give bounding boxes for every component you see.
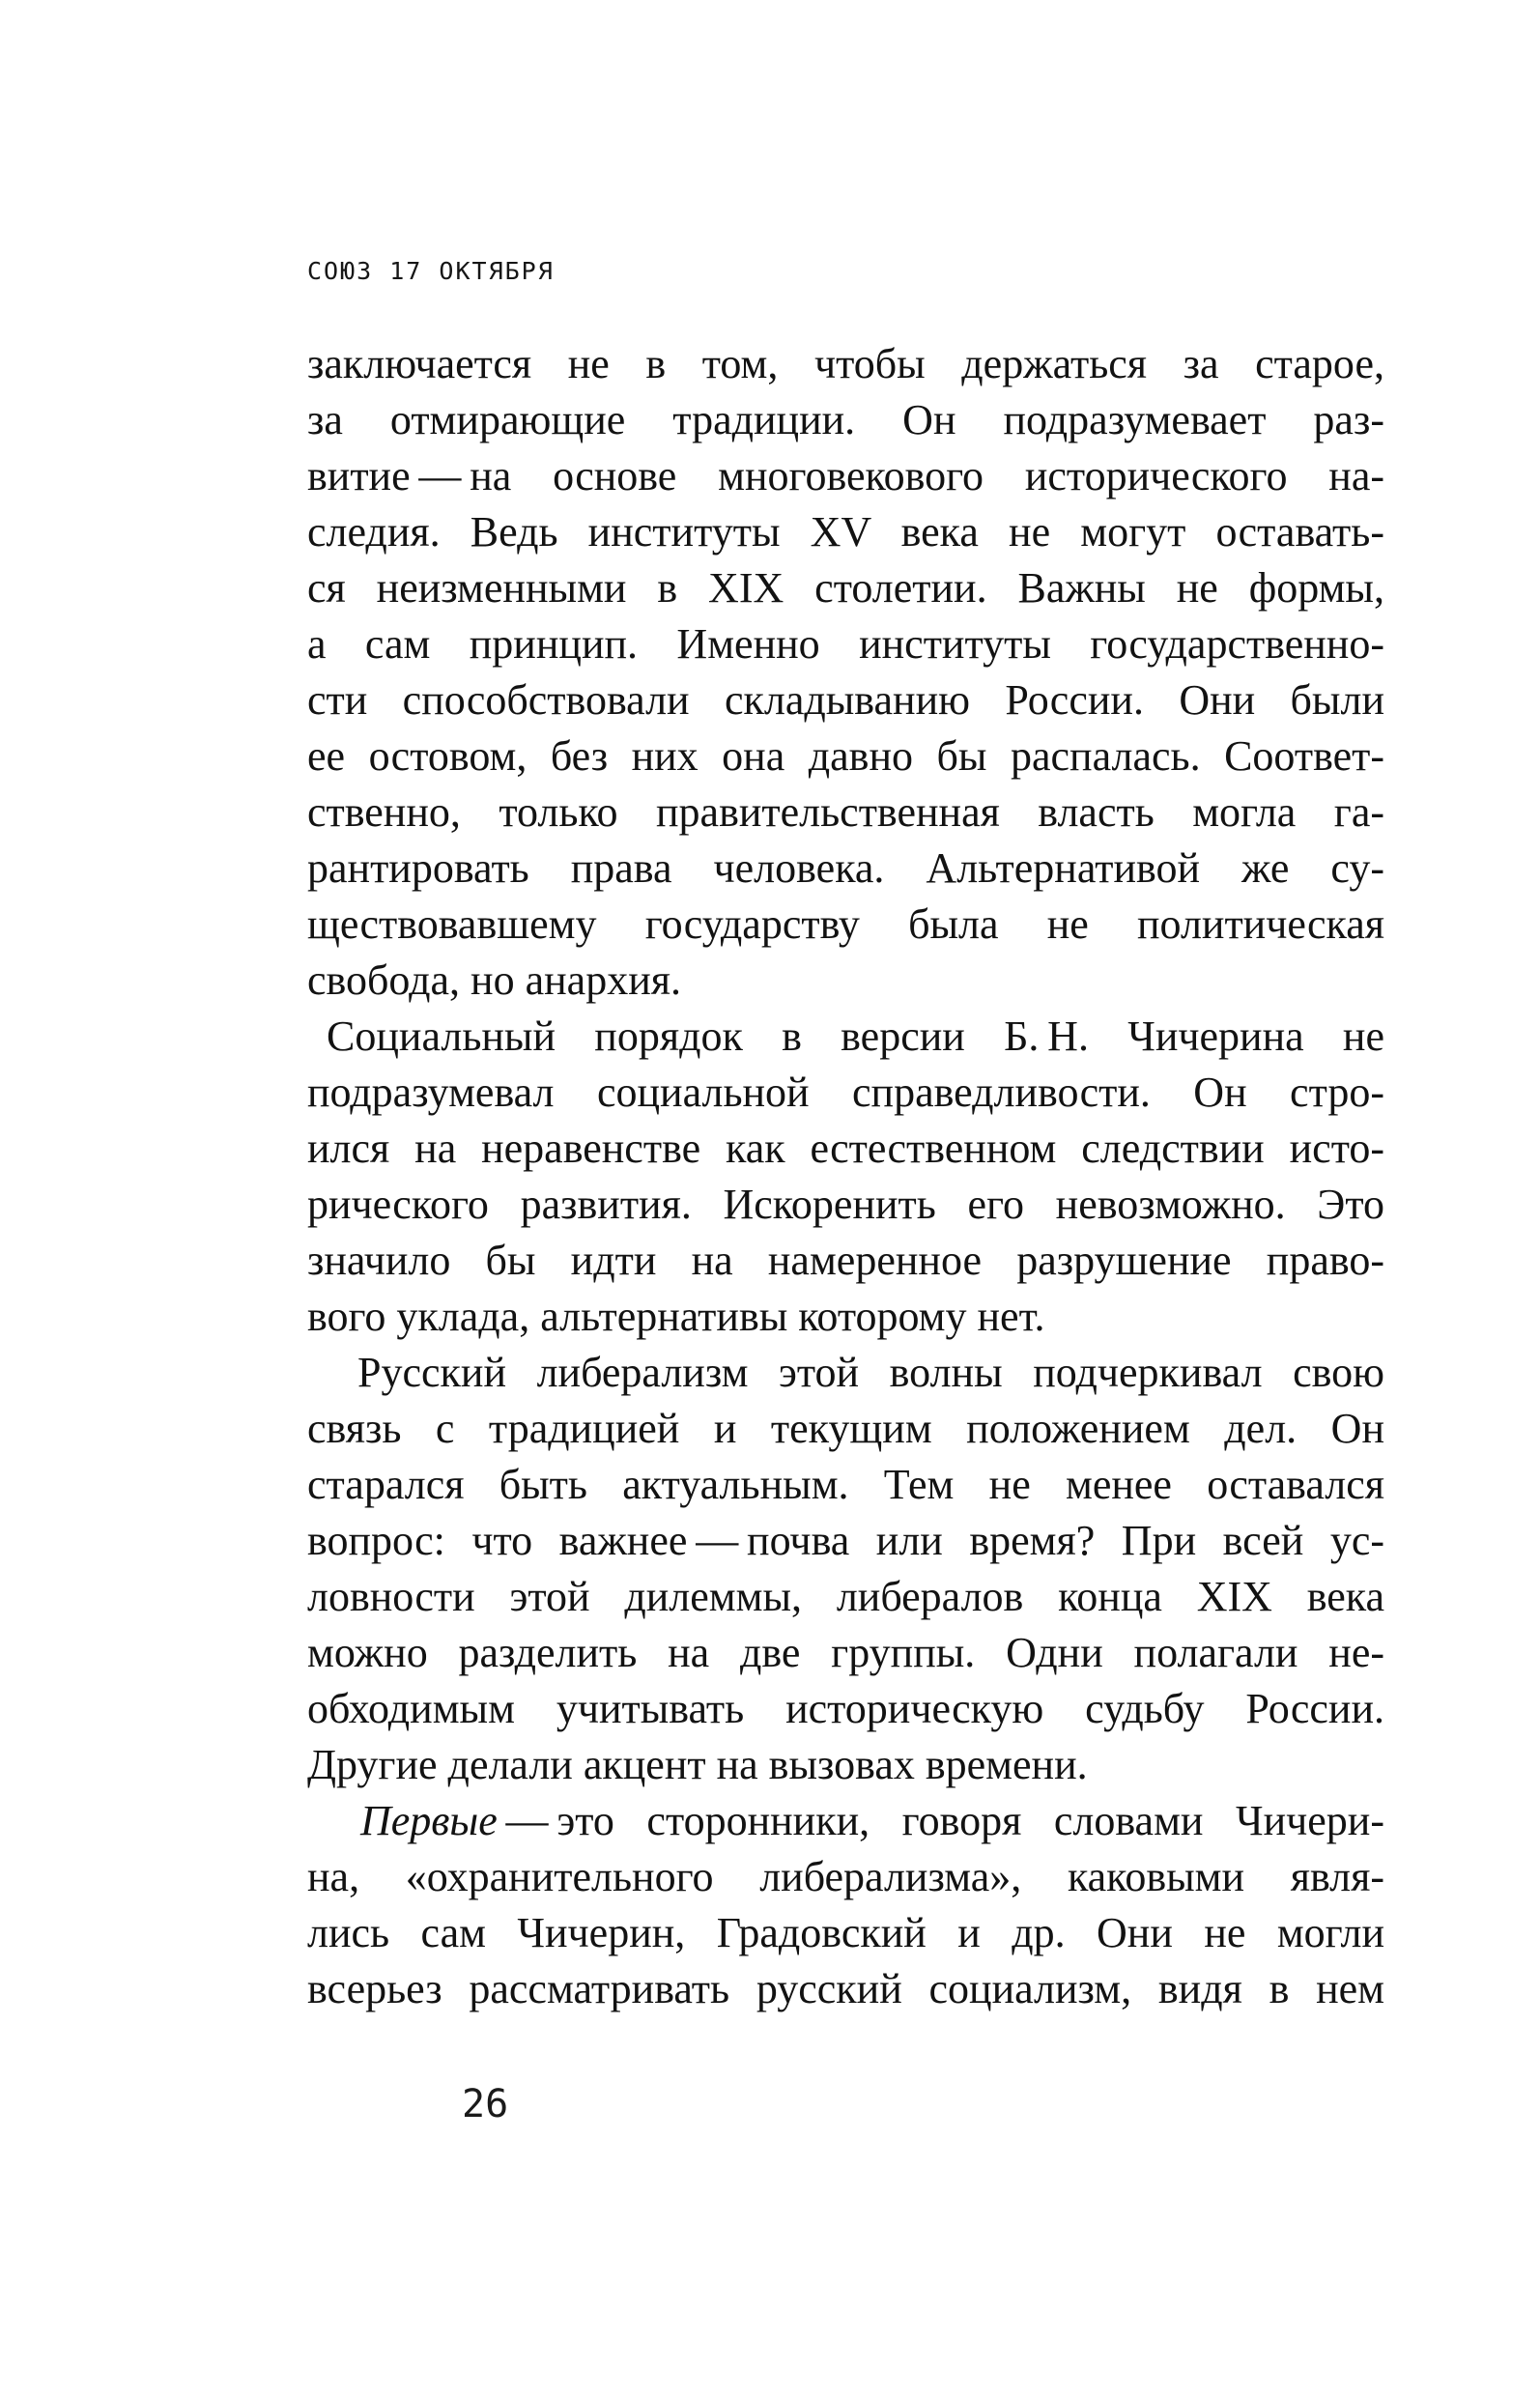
text-line: Первые — это сторонники, говоря словами Чичери-: [360, 1797, 1384, 1844]
text-line: обходимым учитывать историческую судьбу России.: [307, 1685, 1384, 1732]
text-line: ся неизменными в XIX столетии. Важны не формы,: [307, 564, 1384, 612]
text-line: сти способствовали складыванию России. Они были: [307, 676, 1384, 724]
text-line: лись сам Чичерин, Градовский и др. Они не могли: [307, 1909, 1384, 1956]
body-text: [307, 336, 1384, 2017]
text-line: старался быть актуальным. Тем не менее оставался: [307, 1461, 1384, 1508]
text-line: заключается не в том, чтобы держаться за старое,: [307, 340, 1384, 387]
text-line: подразумевал социальной справедливости. Он стро-: [307, 1069, 1384, 1116]
text-line: рантировать права человека. Альтернативой же су-: [307, 844, 1384, 892]
text-line: на, «охранительного либерализма», каковыми явля-: [307, 1853, 1384, 1900]
text-line: ее остовом, без них она давно бы распалась. Соответ-: [307, 732, 1384, 780]
text-line: ществовавшему государству была не политическая: [307, 900, 1384, 948]
italic-lead-word: Первые: [360, 1797, 498, 1844]
text-line: ственно, только правительственная власть могла га-: [307, 788, 1384, 836]
text-line: а сам принцип. Именно институты государственно-: [307, 620, 1384, 668]
running-head: СОЮЗ 17 ОКТЯБРЯ: [307, 257, 555, 285]
text-line: Социальный порядок в версии Б. Н. Чичерина не: [327, 1013, 1384, 1060]
text-line: за отмирающие традиции. Он подразумевает раз-: [307, 396, 1384, 443]
text-line: свобода, но анархия.: [307, 956, 681, 1004]
text-line: всерьез рассматривать русский социализм, видя в нем: [307, 1965, 1384, 2012]
text-line: можно разделить на две группы. Одни полагали не-: [307, 1629, 1384, 1676]
text-line: ловности этой дилеммы, либералов конца XIX века: [307, 1573, 1384, 1620]
text-line: витие — на основе многовекового исторического на-: [307, 452, 1384, 499]
page-number: 26: [462, 2082, 509, 2126]
text-line: следия. Ведь институты XV века не могут оставать-: [307, 508, 1384, 556]
text-line: связь с традицией и текущим положением дел. Он: [307, 1405, 1384, 1452]
text-line: значило бы идти на намеренное разрушение право-: [307, 1237, 1384, 1284]
text-line: вопрос: что важнее — почва или время? При всей ус-: [307, 1517, 1384, 1564]
text-line: Русский либерализм этой волны подчеркивал свою: [357, 1349, 1384, 1396]
text-line: вого уклада, альтернативы которому нет.: [307, 1293, 1045, 1340]
text-line: рического развития. Искоренить его невозможно. Это: [307, 1181, 1384, 1228]
text-line: ился на неравенстве как естественном следствии исто-: [307, 1125, 1384, 1172]
text-line: Другие делали акцент на вызовах времени.: [307, 1741, 1088, 1788]
